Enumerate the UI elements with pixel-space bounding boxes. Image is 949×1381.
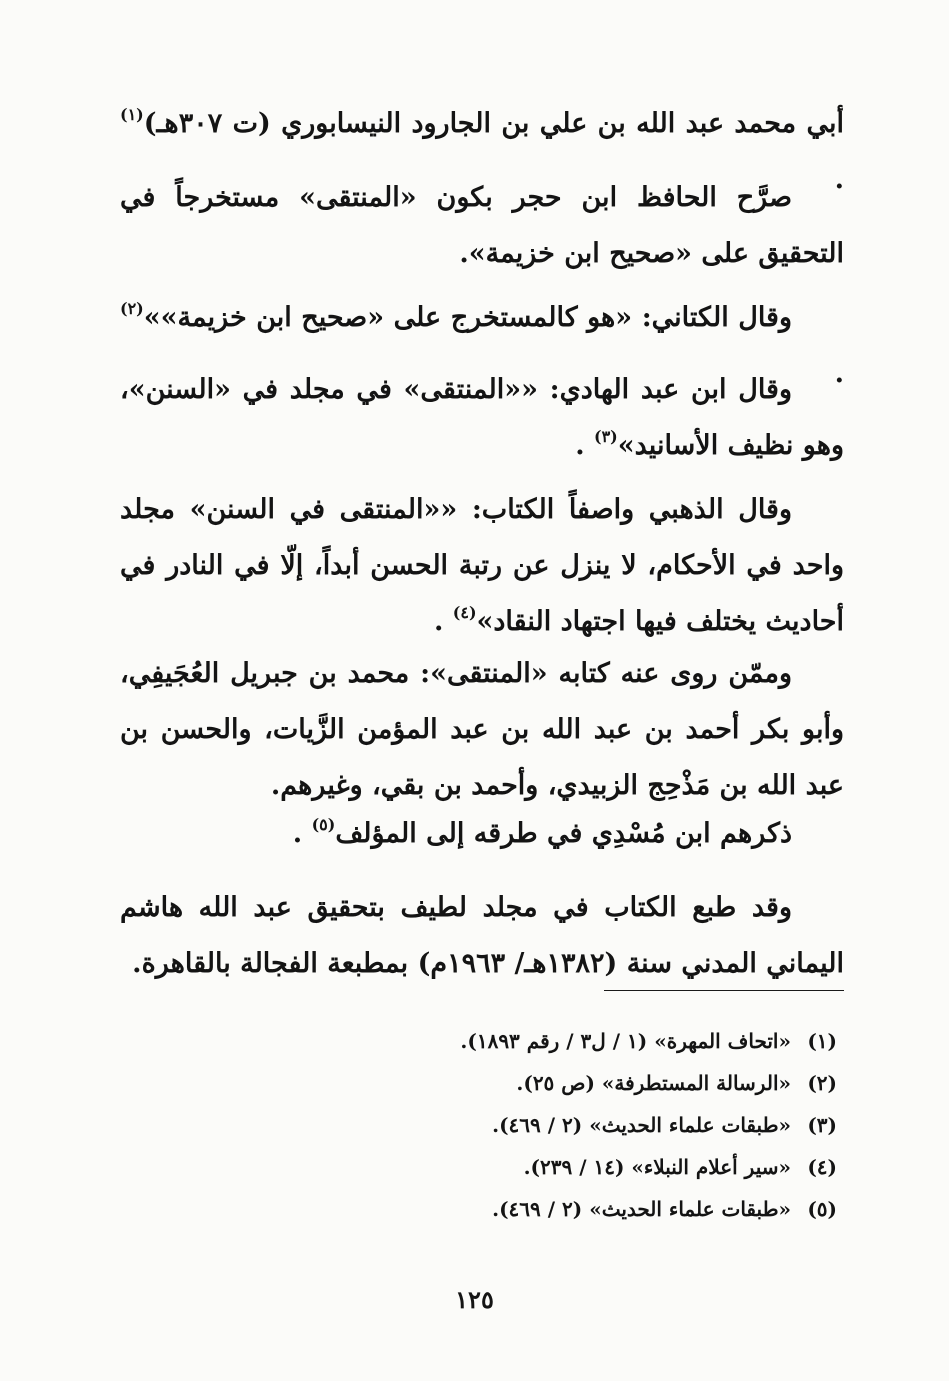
footnote-number: (٥) (807, 1197, 837, 1221)
paragraph-6-text: وممّن روى عنه كتابه «المنتقى»: محمد بن جبريل العُجَيفِي، وأبو بكر أحمد بن عبد الله بن عبد المؤمن الزَّيات، والحسن بن عبد الله بن مَذْحِج الزبيدي، وأحمد بن بقي، وغيرهم. (120, 658, 844, 801)
paragraph-3-text: وقال الكتاني: «هو كالمستخرج على «صحيح ابن خزيمة»» (143, 302, 792, 333)
footnote-ref-2: (٢) (120, 299, 144, 318)
footnote-number: (٣) (807, 1113, 837, 1137)
paragraph-4-end: . (575, 430, 594, 461)
footnote-number: (٢) (807, 1071, 837, 1095)
footnote-text: «طبقات علماء الحديث» (٢ / ٤٦٩). (492, 1197, 791, 1221)
footnote-number: (٤) (807, 1155, 837, 1179)
paragraph-4 (120, 362, 844, 474)
footnotes (300, 1020, 837, 1230)
page-number: ١٢٥ (455, 1285, 494, 1314)
footnote-4 (300, 1146, 837, 1188)
footnote-3 (300, 1104, 837, 1146)
paragraph-8-text: وقد طبع الكتاب في مجلد لطيف بتحقيق عبد الله هاشم اليماني المدني سنة (١٣٨٢هـ/ ١٩٦٣م) بمطبعة الفجالة بالقاهرة. (120, 892, 844, 979)
footnote-1 (300, 1020, 837, 1062)
paragraph-1-end: . (834, 164, 844, 195)
paragraph-5 (120, 482, 844, 650)
footnote-5 (300, 1188, 837, 1230)
footnote-ref-5: (٥) (311, 815, 336, 834)
paragraph-2 (120, 170, 844, 282)
footnote-text: «الرسالة المستطرفة» (ص ٢٥). (516, 1071, 791, 1095)
footnote-divider (604, 990, 844, 991)
paragraph-7-end: . (292, 818, 312, 849)
paragraph-6 (120, 646, 844, 814)
paragraph-5-text: وقال الذهبي واصفاً الكتاب: ««المنتقى في السنن» مجلد واحد في الأحكام، لا ينزل عن رتبة الحسن أبداً، إلّا في النادر في أحاديث يختلف فيها اجتهاد النقاد» (120, 494, 844, 637)
footnote-number: (١) (807, 1029, 837, 1053)
footnote-2 (300, 1062, 837, 1104)
paragraph-7 (120, 806, 844, 862)
paragraph-5-end: . (433, 606, 453, 637)
footnote-text: «طبقات علماء الحديث» (٢ / ٤٦٩). (492, 1113, 791, 1137)
footnote-text: «سير أعلام النبلاء» (١٤ / ٢٣٩). (523, 1155, 791, 1179)
paragraph-3-end: . (834, 358, 844, 389)
footnote-ref-3: (٣) (594, 427, 618, 446)
footnote-ref-1: (١) (120, 105, 144, 124)
footnote-ref-4: (٤) (452, 603, 477, 622)
footnote-text: «اتحاف المهرة» (١ / ل٣ / رقم ١٨٩٣). (460, 1029, 791, 1053)
paragraph-8 (120, 880, 844, 992)
paragraph-2-text: صرَّح الحافظ ابن حجر بكون «المنتقى» مستخرجاً في التحقيق على «صحيح ابن خزيمة». (120, 182, 844, 269)
paragraph-7-text: ذكرهم ابن مُسْدِي في طرقه إلى المؤلف (335, 818, 792, 849)
paragraph-4-text: وقال ابن عبد الهادي: ««المنتقى» في مجلد في «السنن»، وهو نظيف الأسانيد» (120, 374, 844, 461)
paragraph-1-text: أبي محمد عبد الله بن علي بن الجارود النيسابوري (ت ٣٠٧هـ) (143, 108, 844, 139)
